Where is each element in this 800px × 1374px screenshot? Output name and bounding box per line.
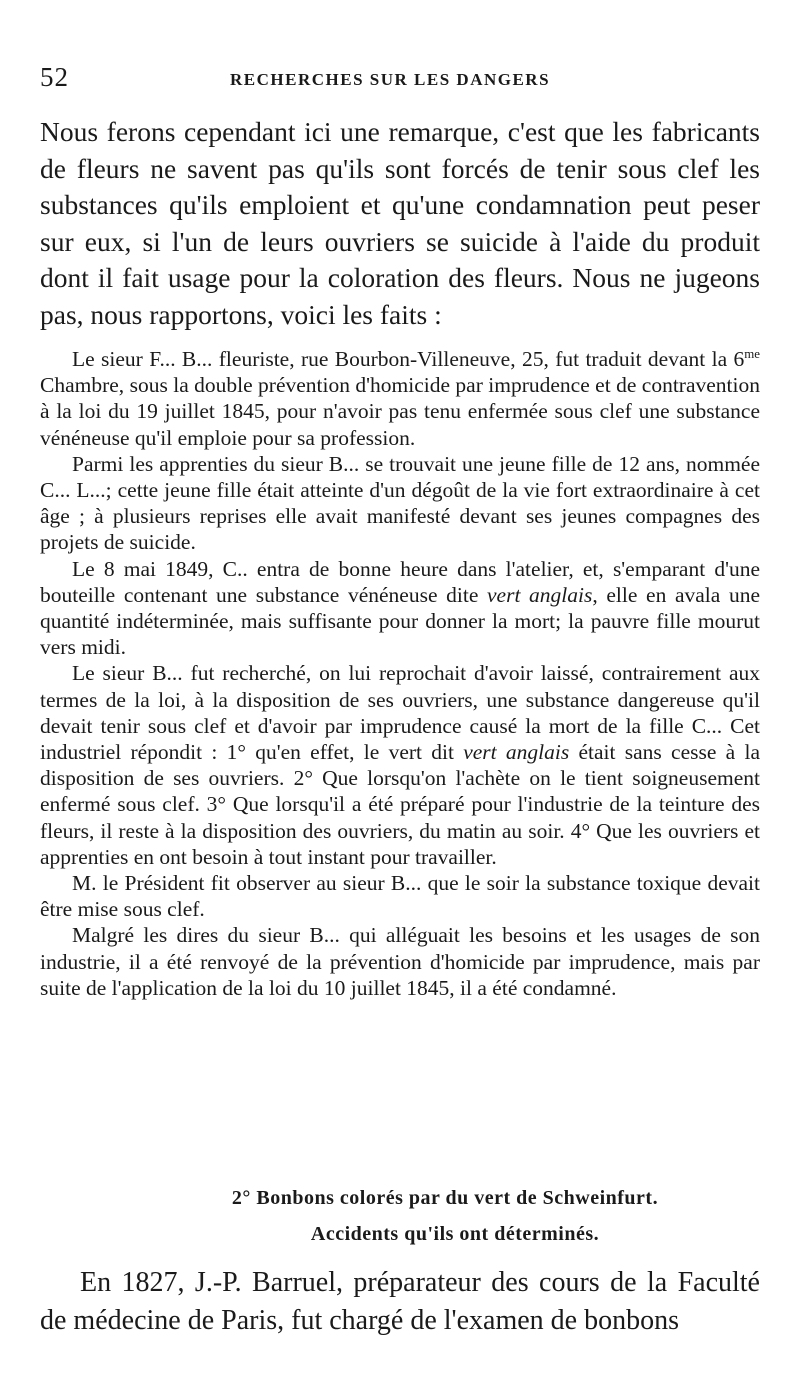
closing-text: En 1827, J.-P. Barruel, préparateur des cours de la Faculté de médecine de Paris, fut chargé de l'examen de bonbons [40, 1267, 760, 1336]
section-heading [40, 1180, 760, 1252]
paragraph-text: Le sieur F... B... fleuriste, rue Bourbon-Villeneuve, 25, fut traduit devant la 6 [72, 347, 745, 371]
page-number: 52 [40, 62, 69, 92]
paragraph-text: Le 8 mai 1849, C.. entra de bonne heure dans l'atelier, et, s'emparant d'une bouteille contenant une substance vénéneuse dite [40, 556, 760, 607]
paragraph-verdict: Malgré les dires du sieur B... qui alléguait les besoins et les usages de son industrie, il a été renvoyé de la prévention d'homicide par imprudence, mais par suite de l'application de la loi du 10 juillet 1845, il a été condamné. [40, 923, 760, 1000]
paragraph-incident [40, 556, 760, 661]
paragraph-apprentice: Parmi les apprenties du sieur B... se trouvait une jeune fille de 12 ans, nommée C... L...; cette jeune fille était atteinte d'un dégoût de la vie fort extraordinaire à cet âge ; à plusieurs reprises elle avait manifesté devant ses jeunes compagnes des projets de suicide. [40, 451, 760, 555]
running-title: RECHERCHES SUR LES DANGERS [230, 70, 551, 89]
paragraph-defense [40, 660, 760, 870]
page-header [40, 60, 760, 100]
case-report [40, 346, 760, 1001]
closing-paragraph [40, 1264, 760, 1340]
section-subheading-line: Accidents qu'ils ont déterminés. [310, 1223, 600, 1245]
paragraph-text: Le sieur B... fut recherché, on lui reprochait d'avoir laissé, contrairement aux termes de la loi, à la disposition de ses ouvriers, une substance dangereuse qu'il devait tenir sous clef et d'avoir par imprudence causé la mort de la fille C... Cet industriel répondit : 1° qu'en effet, le vert dit [40, 661, 760, 765]
superscript: me [744, 346, 760, 361]
italic-term: vert anglais [487, 582, 593, 607]
intro-paragraph: Nous ferons cependant ici une remarque, c'est que les fabricants de fleurs ne savent pas qu'ils sont forcés de tenir sous clef les substances qu'ils emploient et qu'une condamnation peut peser sur eux, si l'un de leurs ouvriers se suicide à l'aide du produit dont il fait usage pour la coloration des fleurs. Nous ne jugeons pas, nous rapportons, voici les faits : [40, 116, 760, 330]
paragraph-text: Chambre, sous la double prévention d'homicide par imprudence et de contravention à la loi du 19 juillet 1845, pour n'avoir pas tenu enfermée sous clef une substance vénéneuse qu'il emploie pour sa profession. [40, 373, 760, 450]
paragraph-text: était sans cesse à la disposition de ses ouvriers. 2° Que lorsqu'on l'achète on le tient soigneusement enfermé sous clef. 3° Que lorsqu'il a été préparé pour l'industrie de la teinture des fleurs, il reste à la disposition des ouvriers, du matin au soir. 4° Que les ouvriers et apprenties en ont besoin à tout instant pour travailler. [40, 740, 761, 869]
italic-term: vert anglais [463, 740, 570, 765]
paragraph-president: M. le Président fit observer au sieur B... que le soir la substance toxique devait être mise sous clef. [40, 871, 760, 922]
section-heading-line: 2° Bonbons colorés par du vert de Schweinfurt. [231, 1187, 659, 1209]
paragraph-charge [40, 346, 760, 451]
paragraph-text: , elle en avala une quantité indéterminée, mais suffisante pour donner la mort; la pauvre fille mourut vers midi. [40, 582, 760, 660]
